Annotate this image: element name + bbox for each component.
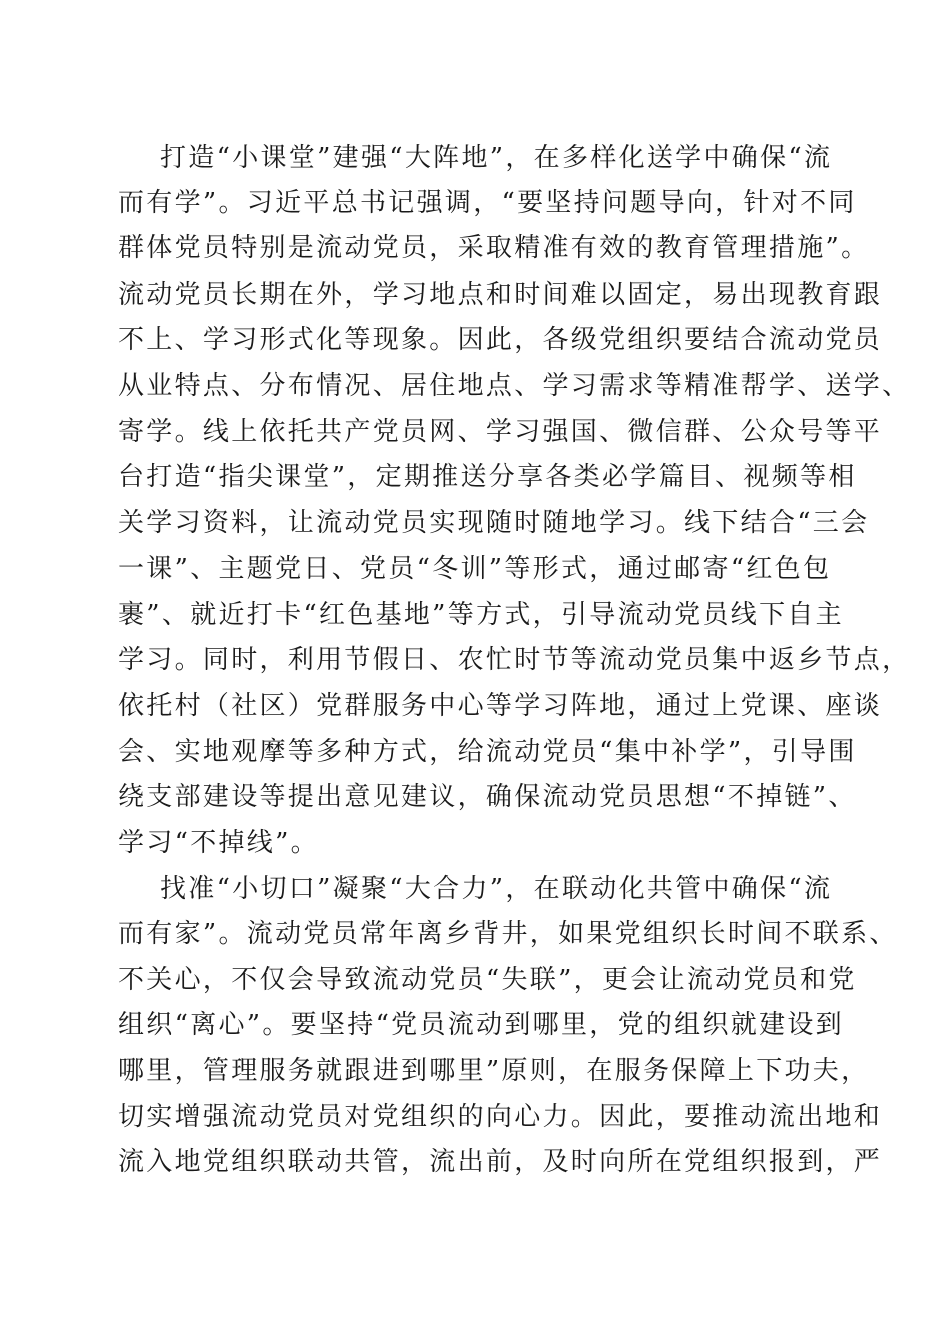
paragraph-1-line-7: 寄学。线上依托共产党员网、学习强国、微信群、公众号等平 [118, 417, 883, 447]
paragraph-2-line-4: 组织“离心”。要坚持“党员流动到哪里，党的组织就建设到 [118, 1010, 844, 1040]
paragraph-2-line-7: 流入地党组织联动共管，流出前，及时向所在党组织报到，严 [118, 1147, 883, 1177]
paragraph-1-line-8: 台打造“指尖课堂”，定期推送分享各类必学篇目、视频等相 [118, 462, 857, 492]
paragraph-2-line-2: 而有家”。流动党员常年离乡背井，如果党组织长时间不联系、 [118, 919, 898, 949]
paragraph-1-line-6: 从业特点、分布情况、居住地点、学习需求等精准帮学、送学、 [118, 371, 911, 401]
paragraph-1-line-4: 流动党员长期在外，学习地点和时间难以固定，易出现教育跟 [118, 280, 883, 310]
paragraph-1-line-3: 群体党员特别是流动党员，采取精准有效的教育管理措施”。 [118, 233, 870, 263]
paragraph-1-line-13: 依托村（社区）党群服务中心等学习阵地，通过上党课、座谈 [118, 691, 883, 721]
paragraph-1-line-16: 学习“不掉线”。 [118, 828, 319, 858]
paragraph-1-line-10: 一课”、主题党日、党员“冬训”等形式，通过邮寄“红色包 [118, 554, 832, 584]
paragraph-1-line-11: 裹”、就近打卡“红色基地”等方式，引导流动党员线下自主 [118, 600, 844, 630]
paragraph-2-line-3: 不关心，不仅会导致流动党员“失联”，更会让流动党员和党 [118, 965, 857, 995]
paragraph-2-line-6: 切实增强流动党员对党组织的向心力。因此，要推动流出地和 [118, 1102, 883, 1132]
paragraph-2-line-1: 找准“小切口”凝聚“大合力”，在联动化共管中确保“流 [160, 874, 833, 904]
paragraph-2-line-5: 哪里，管理服务就跟进到哪里”原则，在服务保障上下功夫， [118, 1056, 870, 1086]
paragraph-1-line-5: 不上、学习形式化等现象。因此，各级党组织要结合流动党员 [118, 325, 883, 355]
paragraph-1-line-2: 而有学”。习近平总书记强调，“要坚持问题导向，针对不同 [118, 188, 857, 218]
paragraph-1-line-14: 会、实地观摩等多种方式，给流动党员“集中补学”，引导围 [118, 737, 857, 767]
paragraph-1-line-15: 绕支部建设等提出意见建议，确保流动党员思想“不掉链”、 [118, 782, 857, 812]
paragraph-1-line-9: 关学习资料，让流动党员实现随时随地学习。线下结合“三会 [118, 508, 870, 538]
paragraph-1-line-12: 学习。同时，利用节假日、农忙时节等流动党员集中返乡节点， [118, 645, 911, 675]
paragraph-1-line-1: 打造“小课堂”建强“大阵地”，在多样化送学中确保“流 [160, 143, 833, 173]
